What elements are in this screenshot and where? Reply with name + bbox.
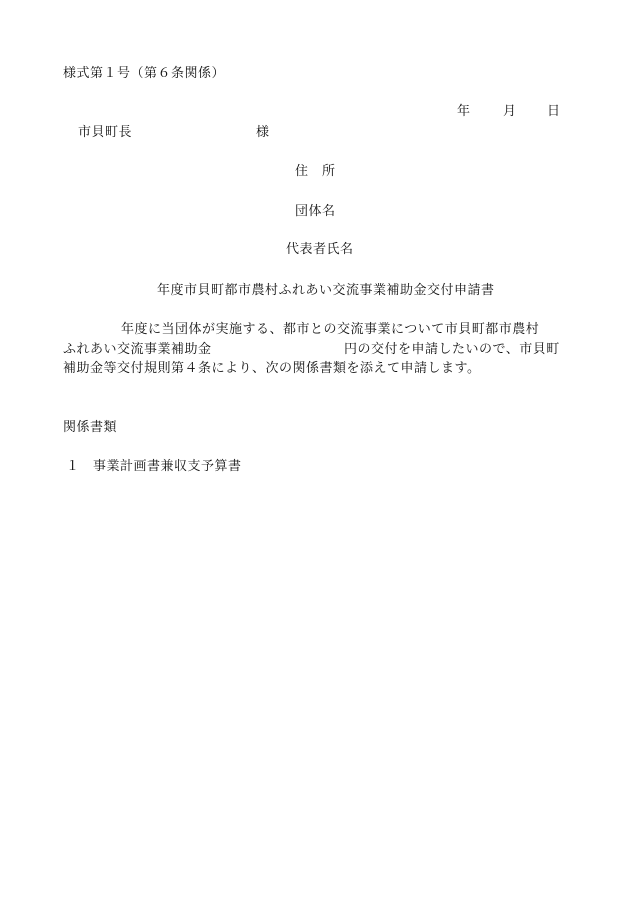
body-line-1: 年度に当団体が実施する、都市との交流事業について市貝町都市農村 bbox=[121, 322, 540, 337]
date-day-label: 日 bbox=[547, 104, 561, 119]
body-line-2-end: 円の交付を申請したいので、市貝町 bbox=[344, 342, 560, 357]
group-name-label: 団体名 bbox=[295, 204, 336, 219]
document-title: 年度市貝町都市農村ふれあい交流事業補助金交付申請書 bbox=[157, 283, 495, 298]
attachment-label: 事業計画書兼収支予算書 bbox=[93, 459, 242, 474]
body-line-2 bbox=[63, 342, 575, 358]
addressee-honorific: 様 bbox=[256, 125, 270, 140]
address-label: 住 所 bbox=[295, 164, 336, 179]
addressee-name: 市貝町長 bbox=[78, 125, 133, 140]
date-month-label: 月 bbox=[503, 104, 517, 119]
body-line-2-start: ふれあい交流事業補助金 bbox=[63, 342, 212, 357]
attachments-heading: 関係書類 bbox=[63, 420, 118, 435]
body-line-3: 補助金等交付規則第４条により、次の関係書類を添えて申請します。 bbox=[63, 361, 481, 376]
representative-name-label: 代表者氏名 bbox=[286, 242, 354, 257]
attachment-number: １ bbox=[66, 459, 80, 474]
form-number: 様式第１号（第６条関係） bbox=[63, 66, 226, 81]
date-year-label: 年 bbox=[457, 104, 471, 119]
